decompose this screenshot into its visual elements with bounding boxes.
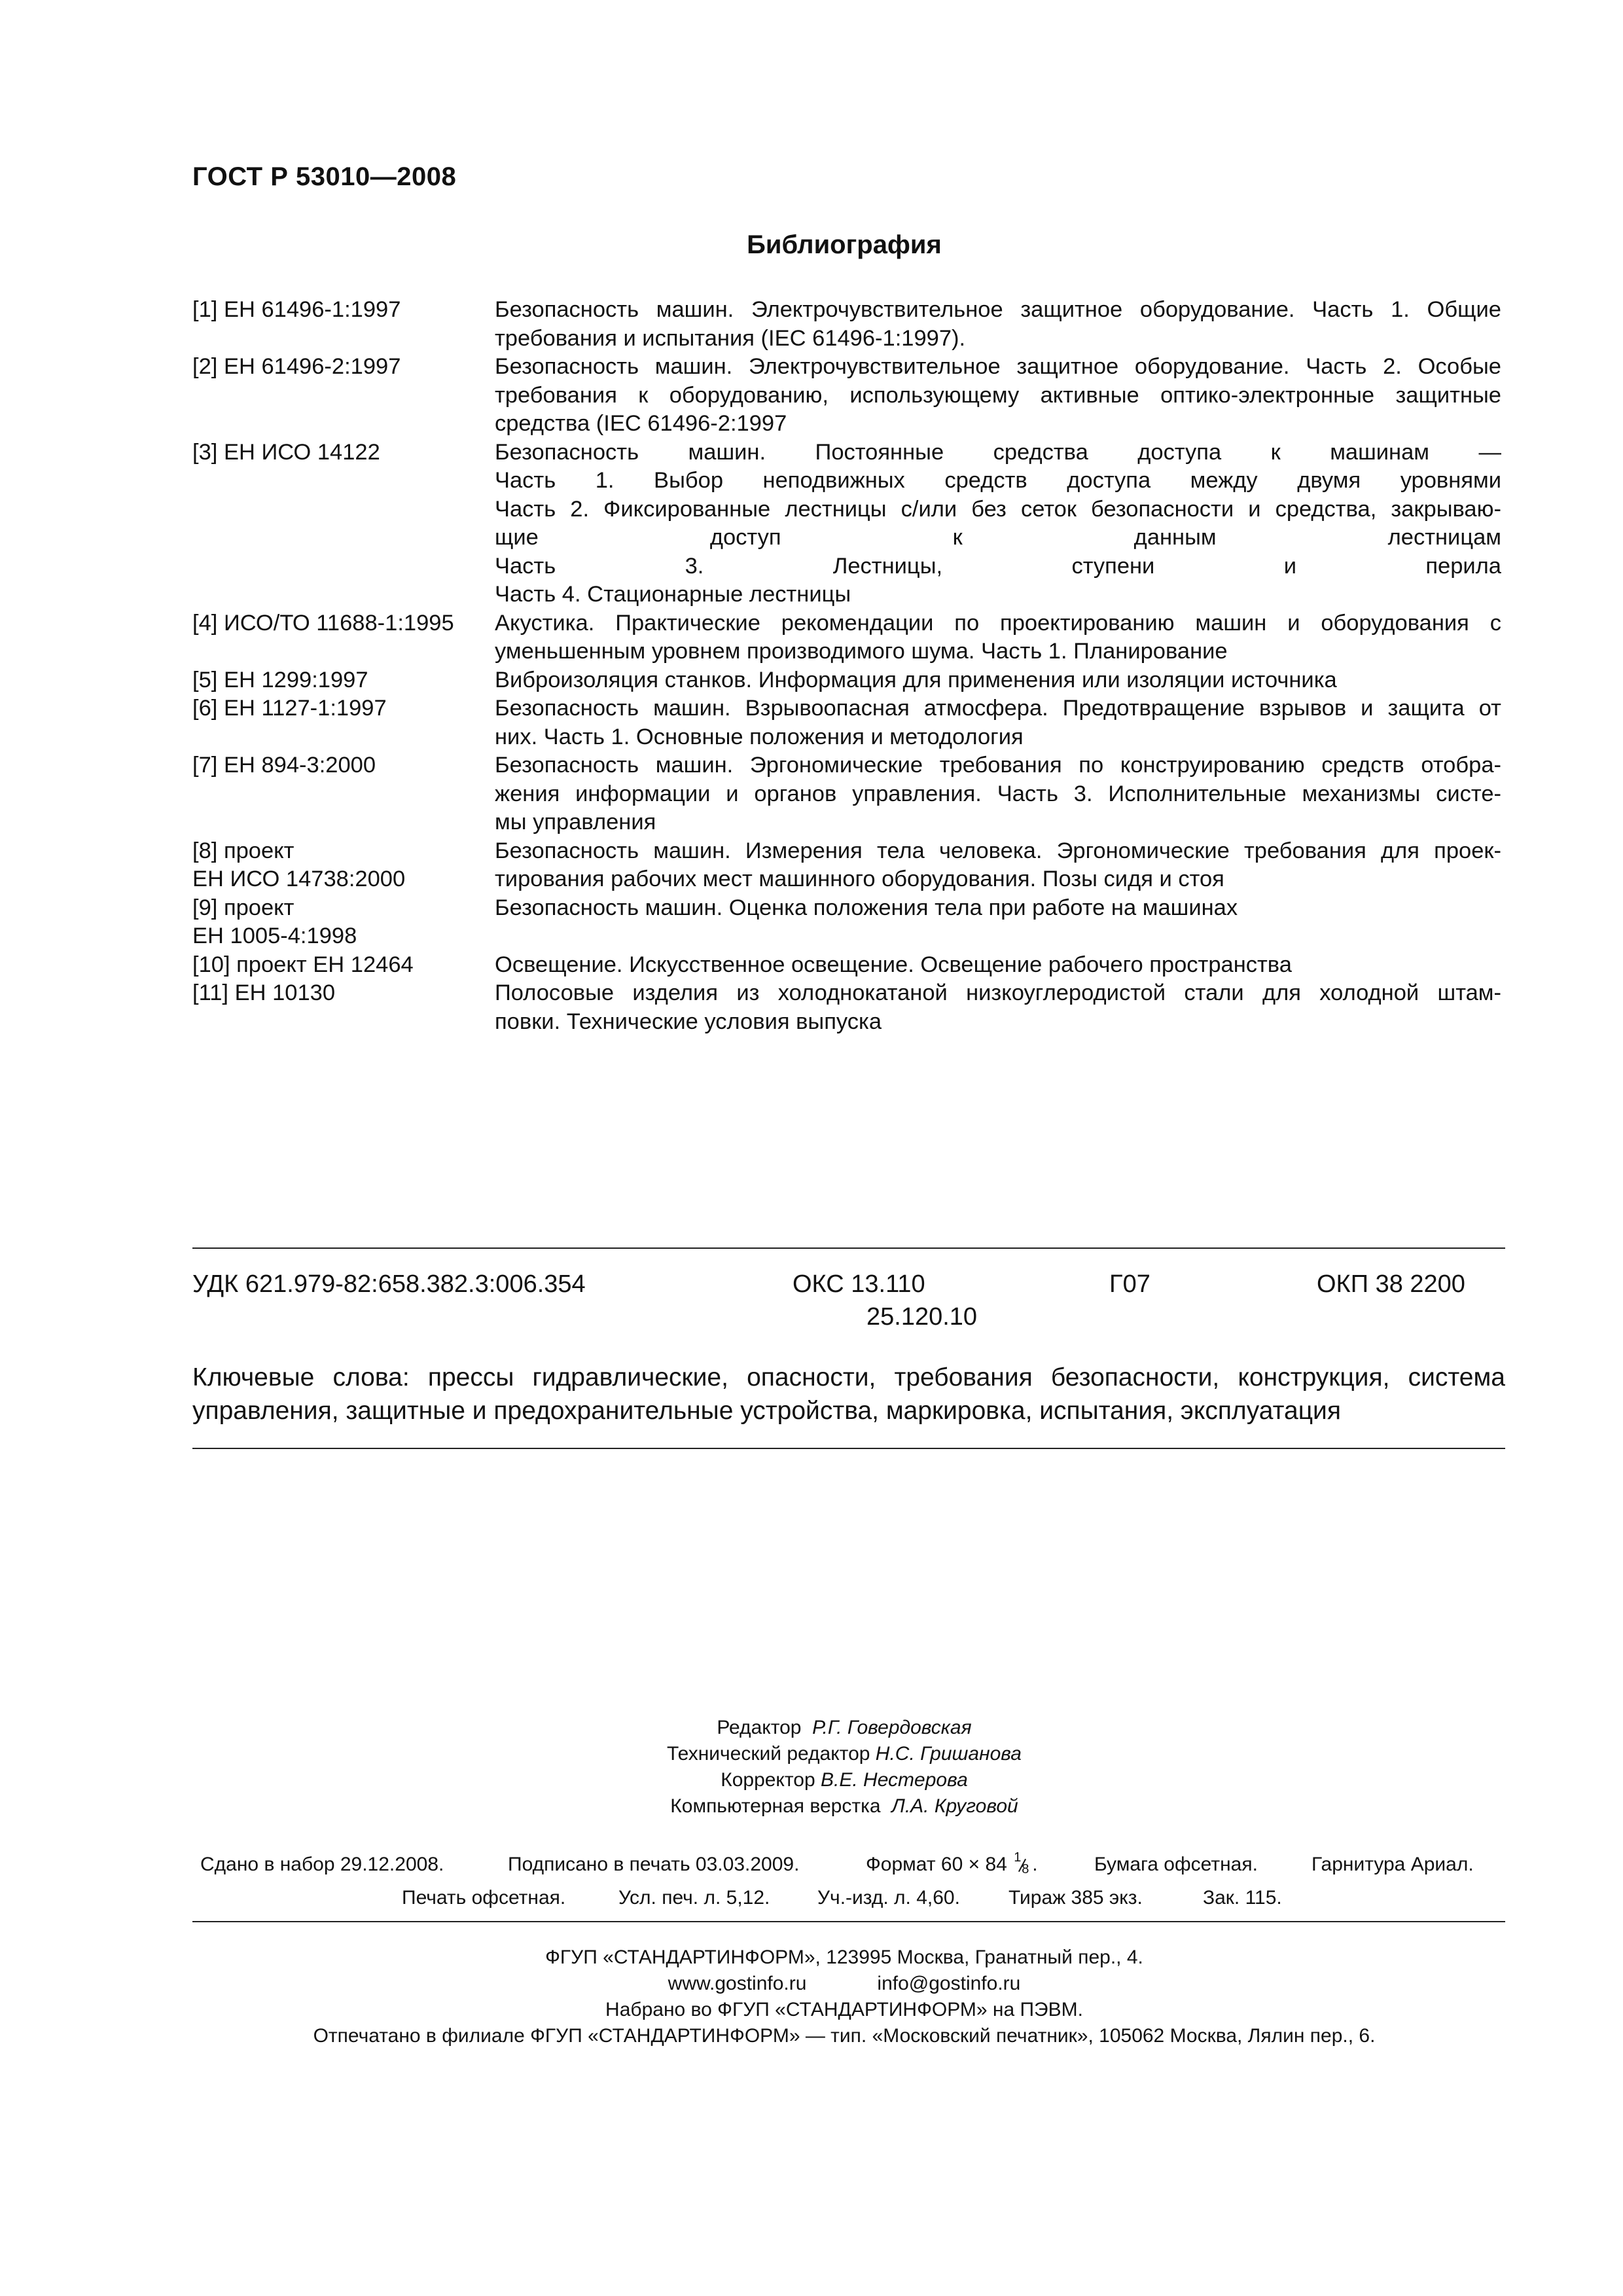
editor-label: Редактор <box>717 1717 802 1738</box>
keywords-line-2: управления, защитные и предохранительные устройства, маркировка, испытания, эксплуатация <box>192 1397 1341 1425</box>
entry-description <box>495 979 1501 1036</box>
entry-description <box>495 666 1501 695</box>
keywords-divider <box>192 1448 1505 1449</box>
publication-sheets: Уч.-изд. л. 4,60. <box>817 1887 960 1909</box>
entry-description-line: жения информации и органов управления. Часть 3. Исполнительные механизмы систе- <box>495 781 1501 806</box>
corrector-line <box>0 1767 1623 1793</box>
entry-reference: [2] ЕН 61496-2:1997 <box>192 354 401 379</box>
entry-description <box>495 353 1501 439</box>
entry-description-line: Безопасность машин. Взрывоопасная атмосфера. Предотвращение взрывов и защита от <box>495 696 1501 721</box>
entry-reference: [3] ЕН ИСО 14122 <box>192 439 380 465</box>
entry-description-line: требования к оборудованию, использующему активные оптико-электронные защитные <box>495 382 1501 408</box>
entry-description-line: Безопасность машин. Оценка положения тела при работе на машинах <box>495 895 1238 920</box>
tech-editor-label: Технический редактор <box>667 1743 870 1765</box>
entry-description <box>495 894 1501 951</box>
layout-name: Л.А. Круговой <box>891 1795 1018 1817</box>
entry-description-line: средства (IEC 61496-2:1997 <box>495 411 787 436</box>
entry-reference: [5] ЕН 1299:1997 <box>192 667 368 692</box>
submitted-date: Сдано в набор 29.12.2008. <box>200 1854 444 1875</box>
printed-sheets: Усл. печ. л. 5,12. <box>618 1887 770 1909</box>
corrector-label: Корректор <box>721 1769 815 1791</box>
paper-type: Бумага офсетная. <box>1094 1854 1258 1875</box>
entry-description-line: Безопасность машин. Электрочувствительное защитное оборудование. Часть 1. Общие <box>495 297 1501 322</box>
entry-description-line: Часть 2. Фиксированные лестницы с/или без сеток безопасности и средства, закрываю- <box>495 496 1501 522</box>
entry-description <box>495 951 1501 980</box>
entry-description-line: Акустика. Практические рекомендации по проектированию машин и оборудования с <box>495 610 1501 636</box>
tech-editor-line <box>0 1741 1623 1767</box>
print-run: Тираж 385 экз. <box>1008 1887 1143 1909</box>
bibliography-entry <box>192 751 1501 837</box>
entry-description <box>495 837 1501 894</box>
entry-description <box>495 751 1501 837</box>
keywords-line-1: Ключевые слова: прессы гидравлические, опасности, требования безопасности, конструкция, система <box>192 1363 1505 1391</box>
oks-primary: ОКС 13.110 <box>793 1270 925 1298</box>
entry-reference: [8] проект ЕН ИСО 14738:2000 <box>192 838 406 891</box>
signed-date: Подписано в печать 03.03.2009. <box>508 1854 800 1875</box>
credits <box>0 1715 1623 1820</box>
entry-description-line: уменьшенным уровнем производимого шума. Часть 1. Планирование <box>495 639 1228 664</box>
entry-reference: [4] ИСО/ТО 11688-1:1995 <box>192 610 454 636</box>
bibliography-entry <box>192 837 1501 894</box>
entry-description <box>495 694 1501 751</box>
format-denominator: 8 <box>1022 1862 1029 1877</box>
publisher-info <box>0 1945 1623 2049</box>
bibliography-entry <box>192 666 1501 695</box>
editor-name: Р.Г. Говердовская <box>812 1717 972 1738</box>
typeface: Гарнитура Ариал. <box>1311 1854 1474 1875</box>
layout-line <box>0 1793 1623 1820</box>
format-size: Формат 60 × 84 1 8 . <box>866 1850 1038 1877</box>
oks-secondary: 25.120.10 <box>866 1303 978 1331</box>
entry-description-line: Освещение. Искусственное освещение. Освещение рабочего пространства <box>495 952 1292 977</box>
entry-reference: [10] проект ЕН 12464 <box>192 952 414 977</box>
printed-note: Отпечатано в филиале ФГУП «СТАНДАРТИНФОРМ» — тип. «Московский печатник», 105062 Москва, Лялин пер., 6. <box>313 2025 1376 2047</box>
bibliography-entry <box>192 979 1501 1036</box>
corrector-name: В.Е. Нестерова <box>821 1769 968 1791</box>
editor-line <box>0 1715 1623 1741</box>
document-code: ГОСТ Р 53010—2008 <box>192 162 457 191</box>
entry-description-line: повки. Технические условия выпуска <box>495 1009 882 1034</box>
order-number: Зак. 115. <box>1203 1887 1282 1909</box>
print-type: Печать офсетная. <box>402 1887 566 1909</box>
publisher-address: ФГУП «СТАНДАРТИНФОРМ», 123995 Москва, Гранатный пер., 4. <box>545 1946 1143 1968</box>
entry-description <box>495 609 1501 666</box>
entry-description-line: Часть 3. Лестницы, ступени и перила <box>495 553 1501 579</box>
publisher-email: info@gostinfo.ru <box>877 1973 1021 1994</box>
entry-reference: [11] ЕН 10130 <box>192 980 336 1005</box>
oks-code <box>793 1268 977 1333</box>
bibliography-entry <box>192 353 1501 439</box>
layout-label: Компьютерная верстка <box>670 1795 881 1817</box>
keywords <box>192 1361 1505 1427</box>
entry-reference: [7] ЕН 894-3:2000 <box>192 753 376 778</box>
publisher-divider <box>192 1921 1505 1922</box>
top-divider <box>192 1247 1505 1249</box>
entry-description-line: требования и испытания (IEC 61496-1:1997). <box>495 325 966 351</box>
entry-description-line: Часть 4. Стационарные лестницы <box>495 582 851 607</box>
entry-description-line: них. Часть 1. Основные положения и методология <box>495 724 1024 749</box>
bibliography-list <box>192 296 1501 1036</box>
entry-description-line: Полосовые изделия из холоднокатаной низкоуглеродистой стали для холодной штам- <box>495 980 1501 1005</box>
publisher-contacts <box>0 1971 1623 1997</box>
entry-description-line: щие доступ к данным лестницам <box>495 525 1501 550</box>
entry-description-line: Безопасность машин. Постоянные средства доступа к машинам — <box>495 439 1501 465</box>
entry-description-line: Безопасность машин. Измерения тела человека. Эргономические требования для проек- <box>495 838 1501 863</box>
bibliography-entry <box>192 894 1501 951</box>
entry-reference: [1] ЕН 61496-1:1997 <box>192 297 401 322</box>
bibliography-title: Библиография <box>747 230 942 259</box>
udk-code: УДК 621.979-82:658.382.3:006.354 <box>192 1270 586 1298</box>
entry-reference: [9] проект ЕН 1005-4:1998 <box>192 895 357 948</box>
bibliography-entry <box>192 609 1501 666</box>
entry-description-line: Безопасность машин. Электрочувствительное защитное оборудование. Часть 2. Особые <box>495 354 1501 379</box>
format-label: Формат 60 × 84 <box>866 1854 1007 1875</box>
bibliography-entry <box>192 694 1501 751</box>
entry-description-line: Безопасность машин. Эргономические требования по конструированию средств отобра- <box>495 753 1501 778</box>
entry-description <box>495 296 1501 353</box>
bibliography-entry <box>192 296 1501 353</box>
tech-editor-name: Н.С. Гришанова <box>875 1743 1022 1765</box>
bibliography-entry <box>192 439 1501 609</box>
okp-code: ОКП 38 2200 <box>1317 1270 1465 1298</box>
entry-reference: [6] ЕН 1127-1:1997 <box>192 696 387 721</box>
entry-description-line: Виброизоляция станков. Информация для применения или изоляции источника <box>495 667 1337 692</box>
entry-description <box>495 439 1501 609</box>
format-numerator: 1 <box>1014 1850 1022 1865</box>
bibliography-entry <box>192 951 1501 980</box>
entry-description-line: Часть 1. Выбор неподвижных средств доступа между двумя уровнями <box>495 468 1501 493</box>
entry-description-line: мы управления <box>495 810 656 834</box>
group-code: Г07 <box>1109 1270 1150 1298</box>
typeset-note: Набрано во ФГУП «СТАНДАРТИНФОРМ» на ПЭВМ. <box>605 1999 1083 2020</box>
format-fraction <box>1012 1850 1032 1877</box>
publisher-website: www.gostinfo.ru <box>668 1973 807 1994</box>
entry-description-line: тирования рабочих мест машинного оборудования. Позы сидя и стоя <box>495 867 1224 891</box>
